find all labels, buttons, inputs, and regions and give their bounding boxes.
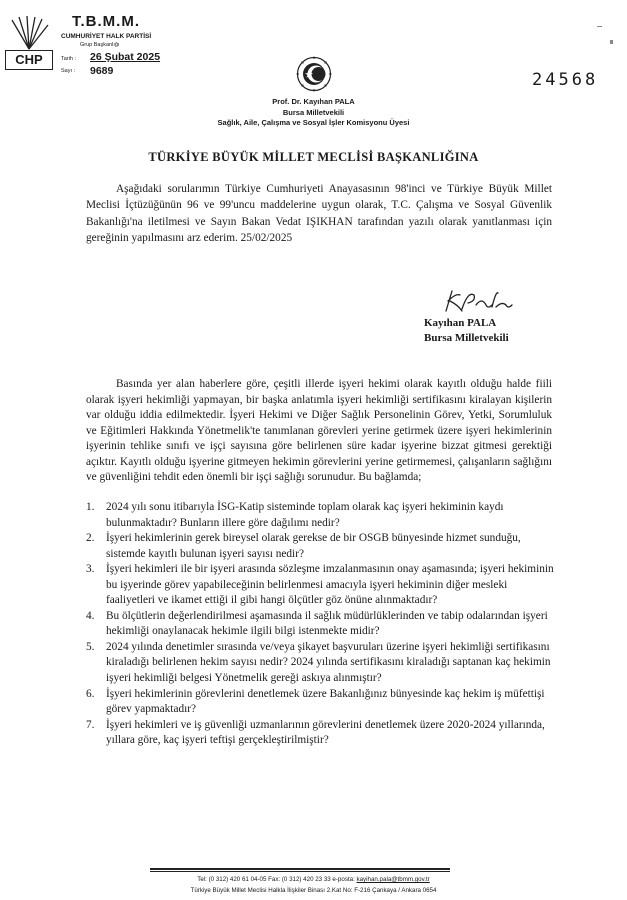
stamp-number-label: Sayı :	[61, 68, 76, 74]
stamp-group: Grup Başkanlığı	[80, 42, 120, 48]
question-text: Bu ölçütlerin değerlendirilmesi aşamasında il sağlık müdürlüklerinden ve tabip odalarından işyeri hekimliği onaylanacak hekimle ilgili bilgi istenmekte midir?	[106, 609, 548, 638]
question-text: İşyeri hekimleri ve iş güvenliği uzmanlarının görevlerini denetlemek üzere 2020-2024 yıllarında, yıllara göre, kaç işyeri teftişi gerçekleştirilmiştir?	[106, 718, 545, 747]
scan-mark	[610, 40, 613, 44]
sender-name: Prof. Dr. Kayıhan PALA	[272, 97, 355, 106]
stamp-date-value: 26 Şubat 2025	[90, 51, 161, 63]
page-title: TÜRKİYE BÜYÜK MİLLET MECLİSİ BAŞKANLIĞINA	[148, 150, 479, 164]
question-text: İşyeri hekimleri ile bir işyeri arasında sözleşme imzalanmasının onay aşamasında; işyeri hekiminin bu işyerinde görev yapabileceğinin belirlenmesi amacıyla işyeri hekiminin diğer mesleki faaliyetleri ve ikamet ettiği il gibi hangi ölçütler göz önüne alınmaktadır?	[106, 563, 554, 607]
intro-paragraph: Aşağıdaki sorularımın Türkiye Cumhuriyeti Anayasasının 98'inci ve Türkiye Büyük Millet Meclisi İçtüzüğünün 96 ve 99'uncu maddelerine uygun olarak, T.C. Çalışma ve Sosyal Güvenlik Bakanlığı'na iletilmesi ve Sayın Bakan Vedat IŞIKHAN tarafından yazılı olarak yanıtlanması için gereğinin yapılmasını arz ederim. 25/02/2025	[86, 183, 552, 245]
stamp-party: CUMHURİYET HALK PARTİSİ	[61, 33, 152, 40]
question-text: İşyeri hekimlerinin görevlerini denetlemek üzere Bakanlığınız bünyesinde kaç hekim iş müfettişi görev yapmaktadır?	[106, 687, 545, 716]
footer-email-link[interactable]: kayihan.pala@tbmm.gov.tr	[356, 876, 430, 883]
document-number: 24568	[532, 70, 599, 90]
question-number: 3.	[86, 563, 95, 576]
question-item	[86, 531, 556, 562]
question-list	[86, 500, 556, 749]
question-number: 5.	[86, 640, 95, 653]
question-item	[86, 500, 556, 531]
question-text: 2024 yılında denetimler sırasında ve/veya şikayet başvuruları üzerine işyeri hekimliği sertifikasını kiraladığı belirlenen hekim sayısı nedir? 2024 yılında sertifikasını kiraladığı saptanan kaç hekimin işyeri hekimliği belgesi Yönetmelik gereği askıya alınmıştır?	[106, 640, 551, 685]
footer-contact-text: Tel: (0 312) 420 61 04-05 Fax: (0 312) 420 23 33 e-posta:	[197, 876, 357, 883]
stamp-number-value: 9689	[90, 65, 114, 77]
sender-block	[0, 97, 627, 129]
footer	[0, 874, 627, 896]
signature-block	[424, 316, 509, 346]
question-text: İşyeri hekimlerinin gerek bireysel olarak gerekse de bir OSGB bünyesinde hizmet sunduğu, sistemde kayıtlı bulunan işyeri sayısı nedir?	[106, 532, 521, 560]
question-item	[86, 562, 556, 609]
signature-name: Kayıhan PALA	[424, 317, 497, 329]
stamp-institution: T.B.M.M.	[72, 13, 140, 30]
stamp-date-label: Tarih :	[61, 56, 76, 62]
footer-address: Türkiye Büyük Millet Meclisi Halkla İlişkiler Binası 2.Kat No: F-216 Çankaya / Ankara 0654	[190, 887, 437, 894]
question-item	[86, 640, 556, 687]
party-logo-text: CHP	[5, 50, 53, 70]
sender-role: Bursa Milletvekili	[282, 107, 345, 117]
question-number: 4.	[86, 609, 95, 622]
question-number: 7.	[86, 718, 95, 731]
question-text: 2024 yılı sonu itibarıyla İSG-Katip sisteminde toplam olarak kaç işyeri hekiminin kaydı bulunmaktadır? Bunların illere göre dağılımı nedir?	[106, 501, 504, 529]
signature-icon	[438, 287, 548, 315]
footer-divider	[150, 871, 450, 872]
question-item	[86, 609, 556, 640]
body-paragraph: Basında yer alan haberlere göre, çeşitli illerde işyeri hekimi olarak kayıtlı olduğu halde fiili olarak işyeri hekimliği yapmayan, bir başka anlatımla işyeri hekimliği sertifikasını kiralayan kişilerin var olduğu iddia edilmektedir. İşyeri Hekimi ve Diğer Sağlık Personelinin Görev, Yetki, Sorumluluk ve Eğitimleri Hakkında Yönetmelik'te tanımlanan görevleri yerine getirmek üzere işyeri hekimlerinin işyerinin tehlike sınıfı ve işçi sayısına göre belirlenen süre kadar işyerine bizzat gitmesi gerektiği açıktır. Kayıtlı olduğu işyerine gitmeyen hekimin görevlerini yerine getirmemesi, çalışanların sağlığını ve güvenliğini tehdit eden önemli bir işçi sağlığı sorunudur. Bu bağlamda;	[86, 378, 552, 484]
footer-divider	[150, 868, 450, 870]
signature-title: Bursa Milletvekili	[424, 332, 509, 344]
scan-mark	[597, 26, 602, 27]
question-number: 1.	[86, 501, 95, 513]
question-item	[86, 687, 556, 718]
footer-contact	[0, 874, 627, 885]
question-number: 6.	[86, 687, 95, 700]
party-logo-icon	[9, 16, 49, 50]
question-number: 2.	[86, 532, 95, 545]
sender-committee: Sağlık, Aile, Çalışma ve Sosyal İşler Komisyonu Üyesi	[217, 118, 410, 127]
tbmm-emblem-icon	[296, 56, 332, 92]
question-item	[86, 718, 556, 749]
